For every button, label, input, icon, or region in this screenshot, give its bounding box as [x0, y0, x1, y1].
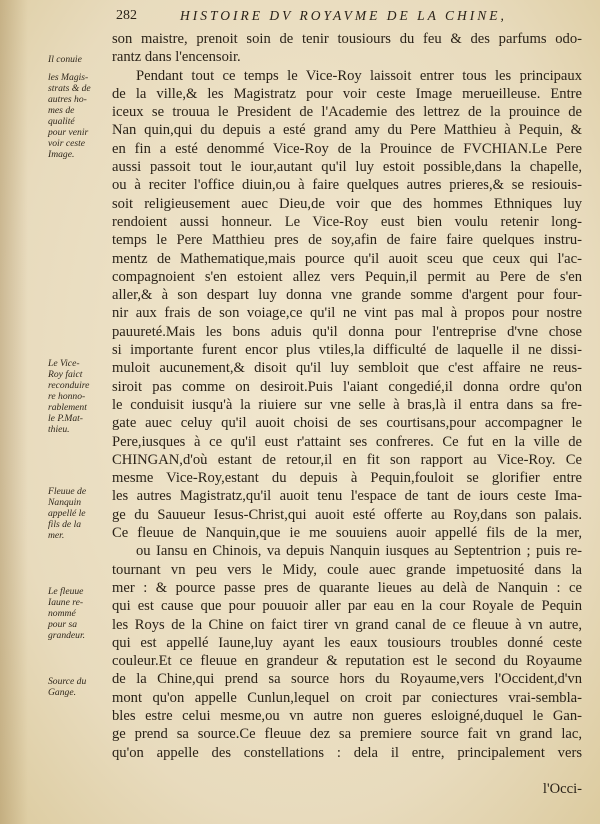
text-line: rendoient aussi honneur. Le Vice-Roy eust bien voulu retenir long- [112, 213, 582, 230]
text-line: compagnoient s'en estoient allez vers Pequin,il permit au Pere de s'en [112, 268, 582, 285]
catchword: l'Occi- [542, 781, 582, 798]
text-line: tournant vn peu vers le Midy, coule auec grande impetuosité dans la [112, 561, 582, 578]
text-line: mont qu'on appelle Cunlun,lequel on croit par coniectures vrai-sembla- [112, 689, 582, 706]
body-text [112, 30, 582, 798]
text-line: muloit aucunement,& disoit qu'il luy sembloit que c'est affaire ne reus- [112, 360, 582, 377]
text-line: en fin a esté denommé Vice-Roy de la Prouince de FVCHIAN.Le Pere [112, 140, 582, 157]
text-line [112, 762, 582, 780]
text-line: de la Chine,qui prend sa source hors du Royaume,vers l'Occident,d'vn [112, 671, 582, 688]
text-line: nir aux frais de son voiage,ce qu'il ne vint pas mal à propos pour nostre [112, 305, 582, 322]
text-line: qu'on appelle des constellations : dela il entre, principalement vers [112, 744, 582, 761]
text-line: ge prend sa source.Ce fleuue dez sa premiere source fait vn grand lac, [112, 726, 582, 743]
text-line: si importante furent encor plus vtiles,la difficulté de laquelle il ne dissi- [112, 342, 582, 359]
text-line: aller,& à son despart luy donna vne grande somme d'argent pour four- [112, 287, 582, 304]
margin-note: Source du Gange. [48, 676, 87, 698]
text-line: ge du Sauueur Iesus-Christ,qui auoit esté offerte au Roy,dans son palais. [112, 506, 582, 523]
margin-note: les Magis- strats & de autres ho- mes de qualité pour venir voir ceste Image. [48, 72, 91, 160]
margin-note: Fleuue de Nanquin appellé le fils de la mer. [48, 486, 87, 541]
page-header [30, 8, 575, 28]
text-line: aussi passoit tout le iour,autant qu'il luy estoit possible,dans la chapelle, [112, 159, 582, 176]
text-line: iceux se trouua le President de l'Academie des lettrez de la prouince de [112, 104, 582, 121]
text-line: pauureté.Mais les bons aduis qu'il donna pour l'entreprise d'vne chose [112, 323, 582, 340]
text-line: CHINGAN,d'où estant de retour,il en fit son rapport au Vice-Roy. Ce [112, 451, 582, 468]
margin-note: Le Vice- Roy faict reconduire re honno- rablement le P.Mat- thieu. [48, 358, 90, 435]
text-line: qui est appellé Iaune,luy ayant les eaux tousiours troubles donné ceste [112, 634, 582, 651]
text-line: rantz dans l'encensoir. [112, 49, 241, 66]
text-line: les autres Magistratz,qu'il auoit tenu l'espace de tant de iours ceste Ima- [112, 488, 582, 505]
running-head: HISTOIRE DV ROYAVME DE LA CHINE, [180, 8, 507, 23]
text-line: ou Iansu en Chinois, va depuis Nanquin iusques au Septentrion ; puis re- [136, 543, 582, 560]
text-line: ou à reciter l'office diuin,ou à faire quelques autres prieres,& se resiouis- [112, 177, 582, 194]
text-line: siroit pas comme on desiroit.Puis l'aiant congedié,il donna ordre qu'on [112, 378, 582, 395]
text-line: les Roys de la Chine on faict tirer vn grand canal de ce fleuue à vn autre, [112, 616, 582, 633]
text-line: mer : & pource passe pres de quarante lieues au delà de Nanquin : ce [112, 579, 582, 596]
text-line: qui est cause que pour pouuoir aller par eau en la cour Royale de Pequin [112, 598, 582, 615]
text-line: couleur.Et ce fleuue en grandeur & reputation est le second du Royaume [112, 653, 582, 670]
text-line: Ce fleuue de Nanquin,que ie me souuiens auoir appellé fils de la mer, [112, 525, 582, 542]
text-line: temps le Pere Matthieu pres de soy,afin de faire faire quelques instru- [112, 232, 582, 249]
page-edge-shadow [0, 0, 28, 824]
text-line: soit religieusement auec Dieu,de voir que des hommes Ethniques luy [112, 195, 582, 212]
text-line: bles estre celui mesme,ou vn autre non gueres esloigné,duquel le Gan- [112, 707, 582, 724]
text-line: Pere,iusques à ce qu'il eust r'attaint ses confreres. Ce fut en la ville de [112, 433, 582, 450]
text-line: de la ville,& les Magistratz pour voir ceste Image merueilleuse. Entre [112, 85, 582, 102]
text-line: mentz de Mathematique,mais pource qu'il auoit sceu que ceux qui l'ac- [112, 250, 582, 267]
text-line: Pendant tout ce temps le Vice-Roy laissoit entrer tous les principaux [136, 67, 582, 84]
page-number: 282 [116, 8, 137, 23]
text-line: gate auec celuy qu'il auoit choisi de ses courtisans,pour accompagner le [112, 415, 582, 432]
text-line: le conduisit iusqu'à la riuiere sur vne selle à bras,là il entra dans sa fre- [112, 396, 582, 413]
text-line: son maistre, prenoit soin de tenir tousiours du feu & des parfums odo- [112, 31, 582, 47]
text-line: Nan quin,qui du depuis a esté grand amy du Pere Matthieu à Pequin, & [112, 122, 582, 139]
margin-note: Il conuie [48, 54, 82, 65]
text-line: mesme Vice-Roy,estant du depuis à Pequin,fouloit se glorifier entre [112, 470, 582, 487]
margin-note: Le fleuue Iaune re- nommé pour sa grandeur. [48, 586, 86, 641]
